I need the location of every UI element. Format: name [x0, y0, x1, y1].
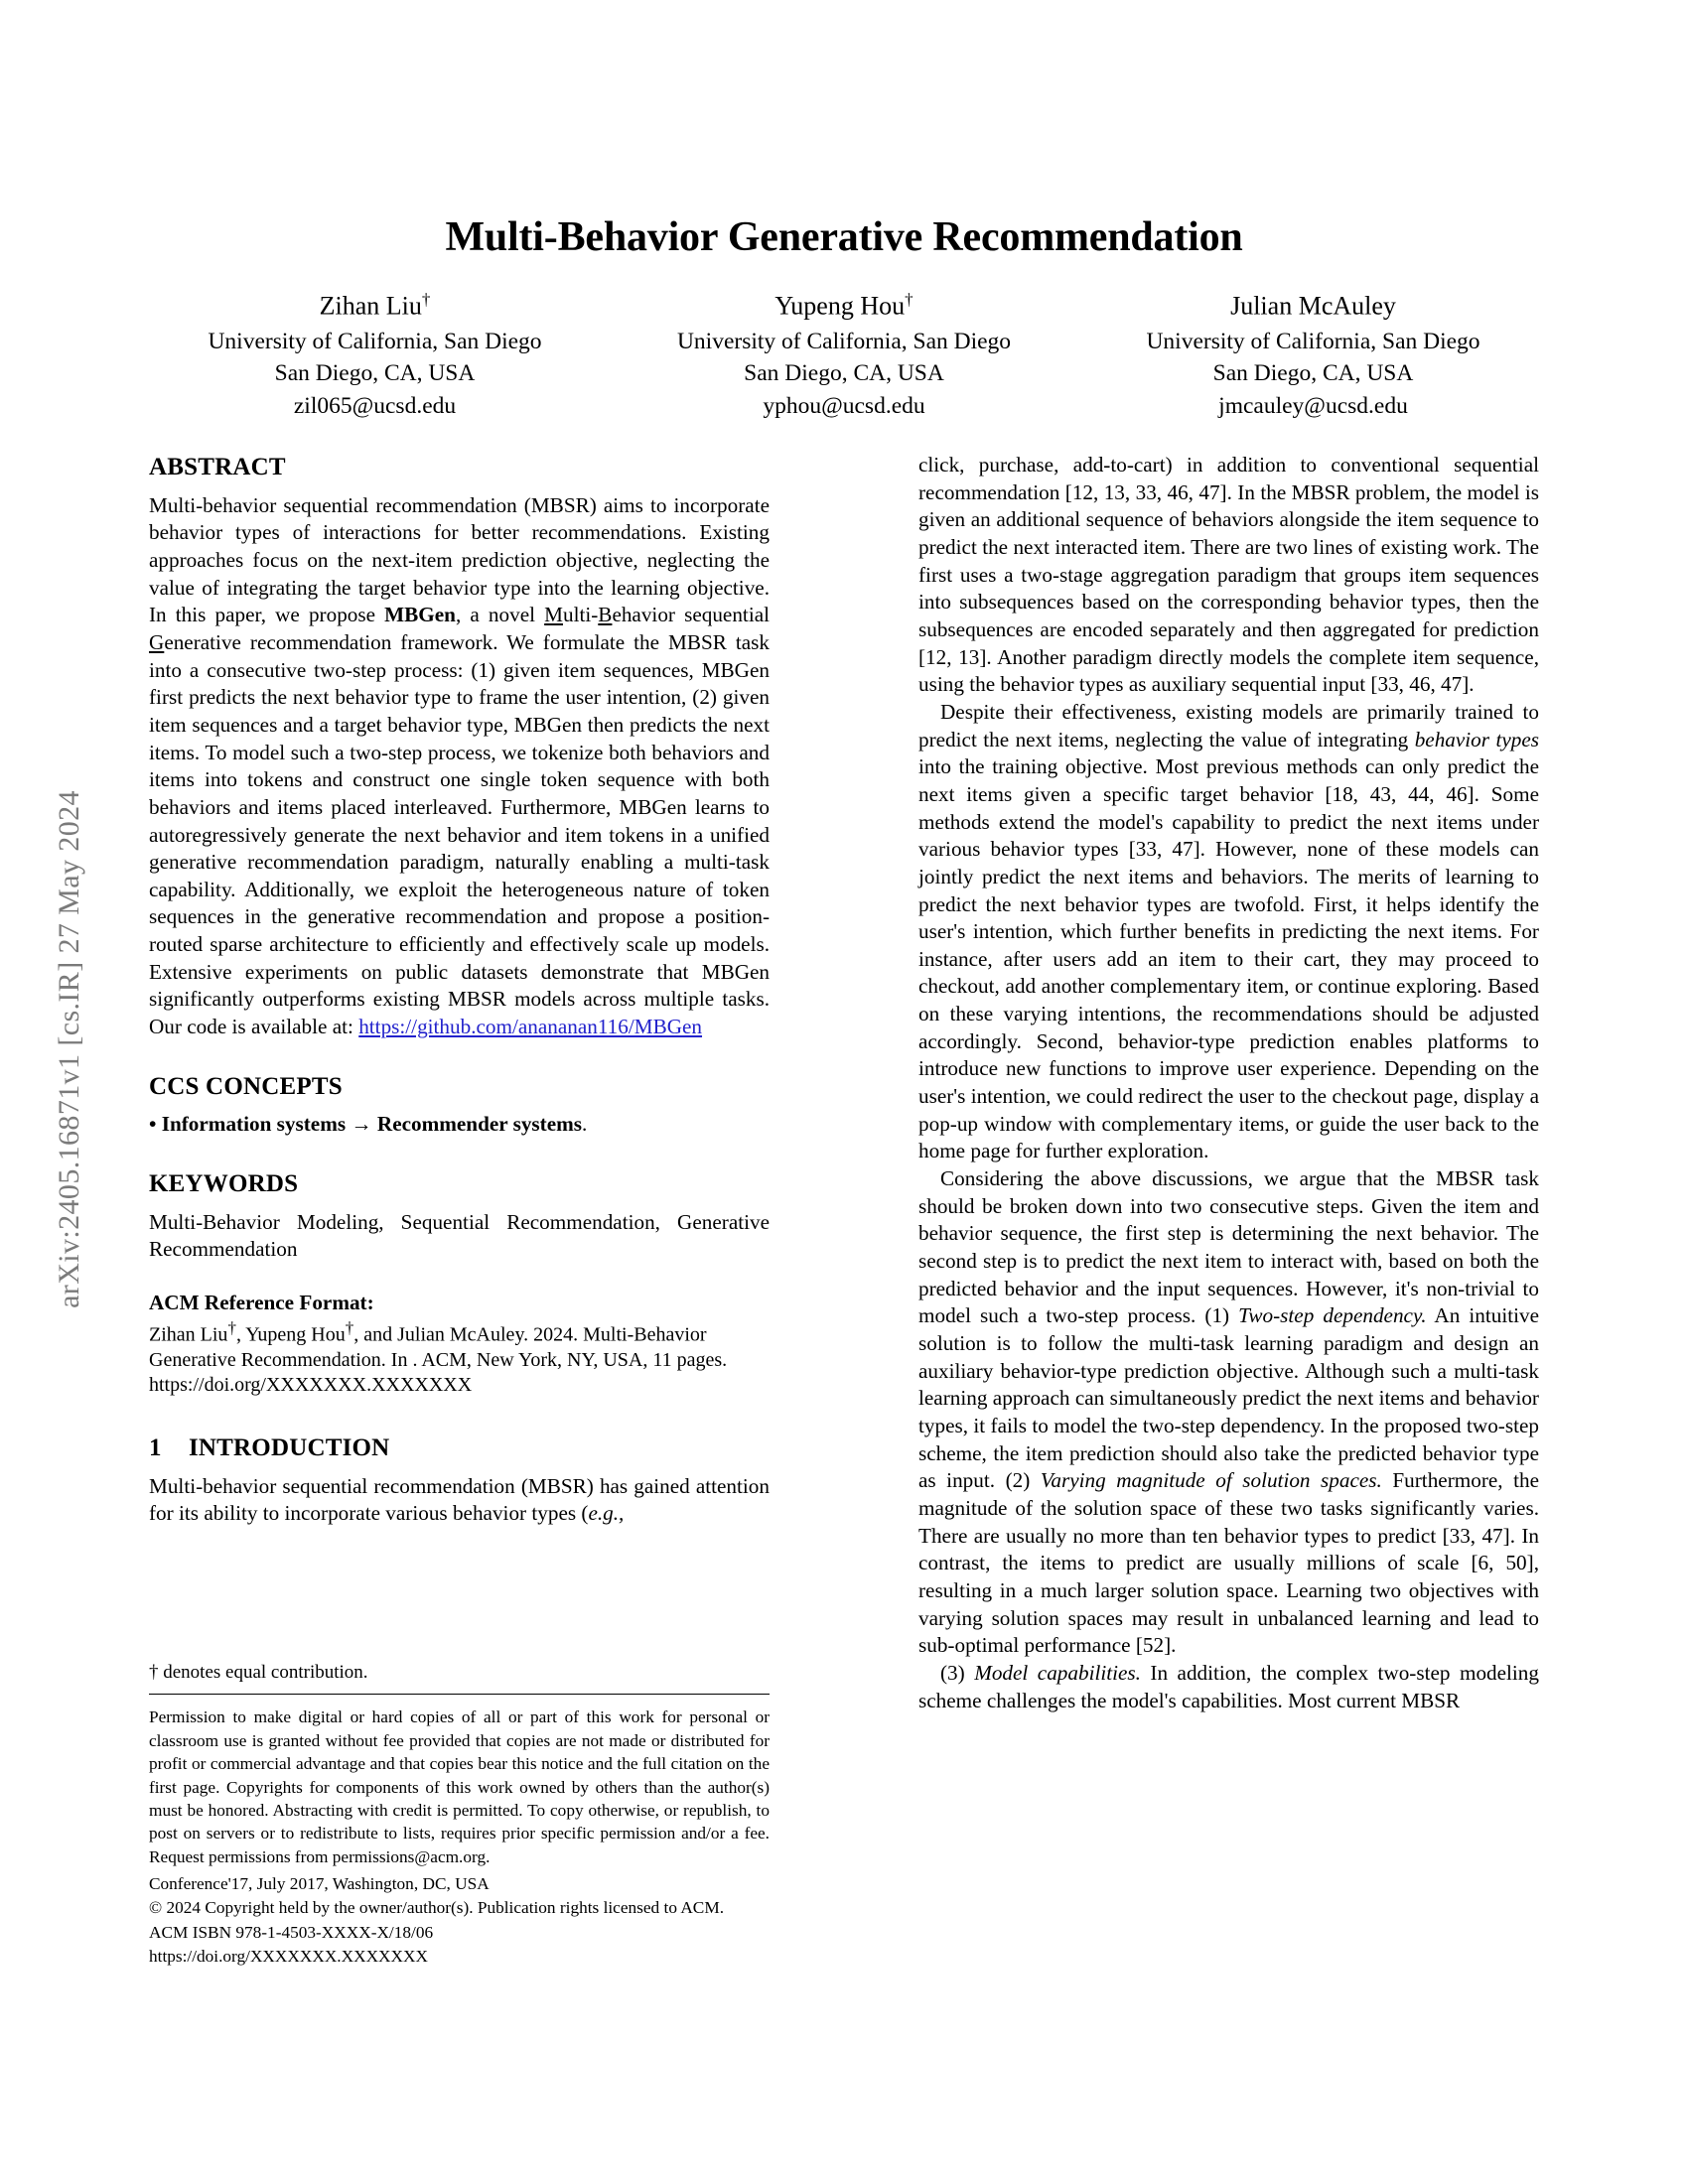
abstract-mbgen-bold: MBGen [384, 603, 456, 627]
ccs-bullet: • [149, 1112, 157, 1137]
ccs-period: . [582, 1112, 588, 1137]
acm-reference-heading: ACM Reference Format: [149, 1290, 374, 1314]
author-name-text: Yupeng Hou [774, 291, 906, 321]
footnote-divider [149, 1694, 770, 1695]
author-block [149, 288, 1539, 422]
copyright-line: © 2024 Copyright held by the owner/author(s). Publication rights licensed to ACM. [149, 1898, 725, 1918]
abstract-heading: ABSTRACT [149, 454, 286, 480]
abstract-underline-b: B [598, 603, 613, 627]
acm-ref-tail: , and Julian McAuley. 2024. Multi-Behavior Generative Recommendation. In . ACM, New York, NY, USA, 11 pages. https://doi.org/XXXXXXX.XXXXXXX [149, 1323, 728, 1397]
arxiv-stamp: arXiv:2405.16871v1 [cs.IR] 27 May 2024 [53, 790, 85, 1308]
author-name [1087, 288, 1539, 324]
doi-line: https://doi.org/XXXXXXX.XXXXXXX [149, 1946, 428, 1966]
author-email: yphou@ucsd.edu [763, 392, 925, 419]
left-column [149, 452, 770, 1528]
conference-line: Conference'17, July 2017, Washington, DC, USA [149, 1874, 490, 1894]
page-title: Multi-Behavior Generative Recommendation [445, 214, 1243, 260]
author-email: jmcauley@ucsd.edu [1218, 392, 1408, 419]
section-title: INTRODUCTION [189, 1434, 390, 1462]
intro-eg-italic: e.g., [588, 1501, 625, 1526]
author-name [619, 288, 1070, 324]
github-link[interactable]: https://github.com/anananan116/MBGen [358, 1015, 703, 1039]
abstract-text-2: , a novel [455, 603, 545, 627]
ccs-concepts-body [149, 1111, 770, 1139]
author-entry [149, 288, 601, 422]
ccs-concepts-heading: CCS CONCEPTS [149, 1072, 343, 1100]
author-dagger: † [421, 290, 431, 309]
right-paragraph-3 [918, 1165, 1539, 1660]
right-p4-text-b: In addition, the complex two-step modeling scheme challenges the model's capabilities. Most current MBSR [918, 1660, 1539, 1712]
copyright-lines [149, 1872, 770, 1969]
abstract-text-5: enerative recommendation framework. We formulate the MBSR task into a consecutive two-step process: (1) given item sequences, MBGen first predicts the next behavior type to frame the user intention, (2) given item sequences and a target behavior type, MBGen then predicts the next items. To model such a two-step process, we tokenize both behaviors and items into tokens and construct one single token sequence with both behaviors and items placed interleaved. Furthermore, MBGen learns to autoregressively generate the next behavior and item tokens in a unified generative recommendation paradigm, naturally enabling a multi-task capability. Additionally, we exploit the heterogeneous nature of token sequences in the generative recommendation and propose a position-routed sparse architecture to efficiently and effectively scale up models. Extensive experiments on public datasets demonstrate that MBGen significantly outperforms existing MBSR models across multiple tasks. Our code is available at: [149, 629, 770, 1039]
author-affiliation: University of California, San Diego [1146, 329, 1480, 355]
author-name-text: Zihan Liu [319, 291, 422, 321]
abstract-paragraph [149, 492, 770, 1041]
acm-ref-author2: , Yupeng Hou [235, 1323, 346, 1346]
right-p3-text-c: Furthermore, the magnitude of the solution space of these two tasks significantly varies. There are usually no more than ten behavior types to predict [33, 47]. In contrast, the items to predict are usually millions of scale [6, 50], resulting in a much larger solution space. Learning two objectives with varying solution spaces may result in unbalanced learning and lead to sub-optimal performance [52]. [918, 1468, 1539, 1658]
ccs-category: Information systems [161, 1112, 347, 1137]
intro-text: Multi-behavior sequential recommendation (MBSR) has gained attention for its ability to incorporate various behavior types ( [149, 1473, 770, 1526]
right-p2-italic: behavior types [1414, 727, 1539, 751]
keywords-body: Multi-Behavior Modeling, Sequential Recommendation, Generative Recommendation [149, 1209, 770, 1262]
acm-reference-body [149, 1317, 770, 1399]
right-p2-text-a: Despite their effectiveness, existing models are primarily trained to predict the next items, neglecting the value of integrating [918, 699, 1539, 751]
acm-ref-author1: Zihan Liu [149, 1323, 228, 1346]
right-p4-text-a: (3) [940, 1660, 975, 1685]
author-name [149, 288, 601, 324]
author-location: San Diego, CA, USA [1212, 360, 1414, 387]
permission-notice: Permission to make digital or hard copies of all or part of this work for personal or classroom use is granted without fee provided that copies are not made or distributed for profit or commercial advantage and that copies bear this notice and the full citation on the first page. Copyrights for components of this work owned by others than the author(s) must be honored. Abstracting with credit is permitted. To copy otherwise, or republish, to post on servers or to redistribute to lists, requires prior specific permission and/or a fee. Request permissions from permissions@acm.org. [149, 1707, 770, 1866]
isbn-line: ACM ISBN 978-1-4503-XXXX-X/18/06 [149, 1922, 434, 1942]
abstract-text-4: ehavior sequential [612, 603, 770, 627]
author-location: San Diego, CA, USA [744, 360, 944, 387]
arrow-icon: → [351, 1112, 372, 1137]
author-name-text: Julian McAuley [1230, 291, 1396, 321]
acm-ref-dagger1: † [227, 1317, 236, 1337]
introduction-heading [149, 1433, 770, 1465]
right-p2-text-b: into the training objective. Most previous methods can only predict the next items given a specific target behavior [18, 43, 44, 46]. Some methods extend the model's capability to predict the next items under various behavior types [33, 47]. However, none of these models can jointly predict the next items and behaviors. The merits of learning to predict the next behavior types are twofold. First, it helps identify the user's intention, which further benefits in predicting the next items. For instance, after users add an item to their cart, they may proceed to checkout, add another complementary item, or continue exploring. Based on these varying intentions, the recommendations should be adjusted accordingly. Second, behavior-type prediction enables platforms to introduce new functions to improve user experience. Depending on the user's intention, we could redirect the user to the checkout page, display a pop-up window with complementary items, or guide the user back to the home page for further exploration. [918, 754, 1539, 1163]
section-number: 1 [149, 1434, 162, 1462]
intro-paragraph-1 [149, 1473, 770, 1528]
author-entry [1087, 288, 1539, 422]
abstract-text-3: ulti- [562, 603, 599, 627]
ccs-subcategory: Recommender systems [376, 1112, 583, 1137]
equal-contribution-note: † denotes equal contribution. [149, 1662, 368, 1683]
author-location: San Diego, CA, USA [274, 360, 476, 387]
right-p3-italic-2: Varying magnitude of solution spaces. [1040, 1468, 1382, 1493]
right-p3-text-a: Considering the above discussions, we argue that the MBSR task should be broken down into two consecutive steps. Given the item and behavior sequence, the first step is determining the next behavior. The second step is to predict the next item to interact with, based on both the predicted behavior and the input sequences. However, it's non-trivial to model such a two-step process. (1) [918, 1166, 1539, 1328]
right-column [918, 452, 1539, 1714]
author-dagger: † [905, 290, 914, 309]
right-paragraph-1: click, purchase, add-to-cart) in addition to conventional sequential recommendation [12, 13, 33, 46, 47]. In the MBSR problem, the model is given an additional sequence of behaviors alongside the item sequence to predict the next interacted item. There are two lines of existing work. The first uses a two-stage aggregation paradigm that groups item sequences into subsequences based on the corresponding behavior types, then the subsequences are encoded separately and then aggregated for prediction [12, 13]. Another paradigm directly models the complete item sequence, using the behavior types as auxiliary sequential input [33, 46, 47]. [918, 453, 1539, 697]
author-entry [619, 288, 1070, 422]
abstract-underline-m: M [544, 603, 563, 627]
keywords-heading: KEYWORDS [149, 1170, 299, 1198]
right-p4-italic: Model capabilities. [974, 1660, 1141, 1685]
right-p3-italic-1: Two-step dependency. [1238, 1303, 1427, 1328]
acm-ref-dagger2: † [345, 1317, 354, 1337]
abstract-underline-g: G [149, 629, 165, 654]
right-p3-text-b: An intuitive solution is to follow the multi-task learning paradigm and design an auxiliary behavior-type prediction objective. Although such a multi-task learning approach can simultaneously predict the next items and behavior types, it fails to model the two-step dependency. In the proposed two-step scheme, the item prediction should also take the predicted behavior type as input. (2) [918, 1303, 1539, 1493]
right-paragraph-2 [918, 699, 1539, 1165]
footnote-block [149, 1660, 770, 1969]
author-affiliation: University of California, San Diego [208, 329, 542, 355]
abstract-text-1: Multi-behavior sequential recommendation (MBSR) aims to incorporate behavior types of interactions for better recommendations. Existing approaches focus on the next-item prediction objective, neglecting the value of integrating the target behavior type into the learning objective. In this paper, we propose [149, 492, 770, 627]
author-email: zil065@ucsd.edu [293, 392, 457, 419]
author-affiliation: University of California, San Diego [676, 329, 1012, 355]
right-paragraph-4 [918, 1660, 1539, 1714]
